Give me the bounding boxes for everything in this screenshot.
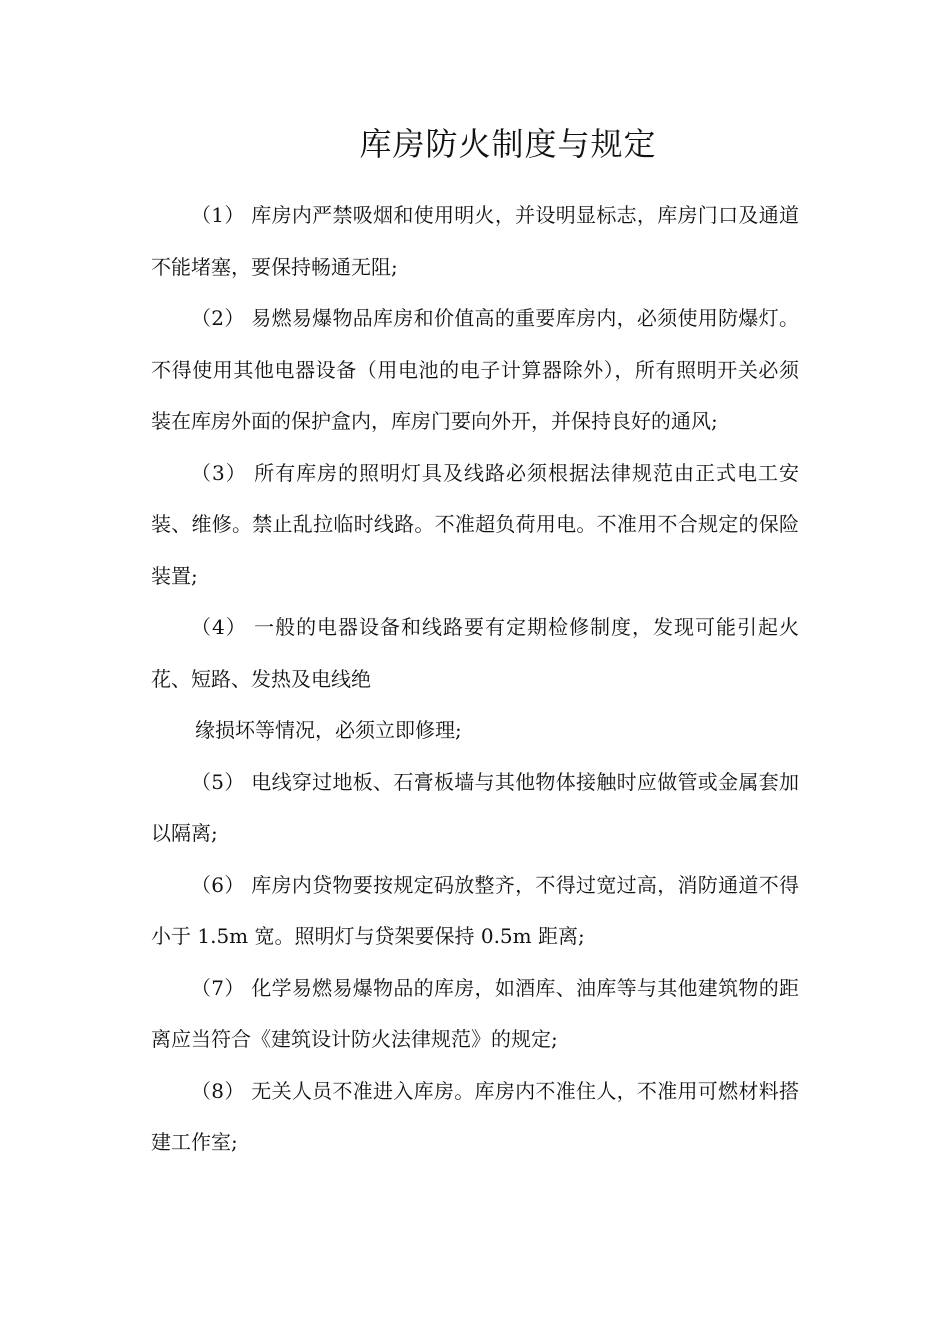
paragraph-4-continuation: 缘损坏等情况，必须立即修理; <box>195 718 462 742</box>
paragraph-5: （5） 电线穿过地板、石膏板墙与其他物体接触时应做管或金属套加以隔离; <box>151 769 799 845</box>
paragraph-2: （2） 易燃易爆物品库房和价值高的重要库房内，必须使用防爆灯。不得使用其他电器设备（用电池的电子计算器除外），所有照明开关必须装在库房外面的保护盒内，库房门要向外开，并保持良好的通风; <box>151 306 799 433</box>
page-title: 库房防火制度与规定 <box>359 125 657 163</box>
paragraph-6: （6） 库房内贷物要按规定码放整齐，不得过宽过高，消防通道不得小于 1.5m 宽。照明灯与贷架要保持 0.5m 距离; <box>151 872 799 948</box>
document-body <box>151 190 799 1169</box>
paragraph-7: （7） 化学易燃易爆物品的库房，如酒库、油库等与其他建筑物的距离应当符合《建筑设计防火法律规范》的规定; <box>151 975 799 1051</box>
paragraph-1: （1） 库房内严禁吸烟和使用明火，并设明显标志，库房门口及通道不能堵塞，要保持畅通无阻; <box>151 203 799 279</box>
paragraph-3: （3） 所有库房的照明灯具及线路必须根据法律规范由正式电工安装、维修。禁止乱拉临时线路。不准超负荷用电。不准用不合规定的保险装置; <box>151 460 799 588</box>
paragraph-8: （8） 无关人员不准进入库房。库房内不准住人，不准用可燃材料搭建工作室; <box>151 1078 799 1154</box>
paragraph-4: （4） 一般的电器设备和线路要有定期检修制度，发现可能引起火花、短路、发热及电线绝 <box>151 615 799 691</box>
